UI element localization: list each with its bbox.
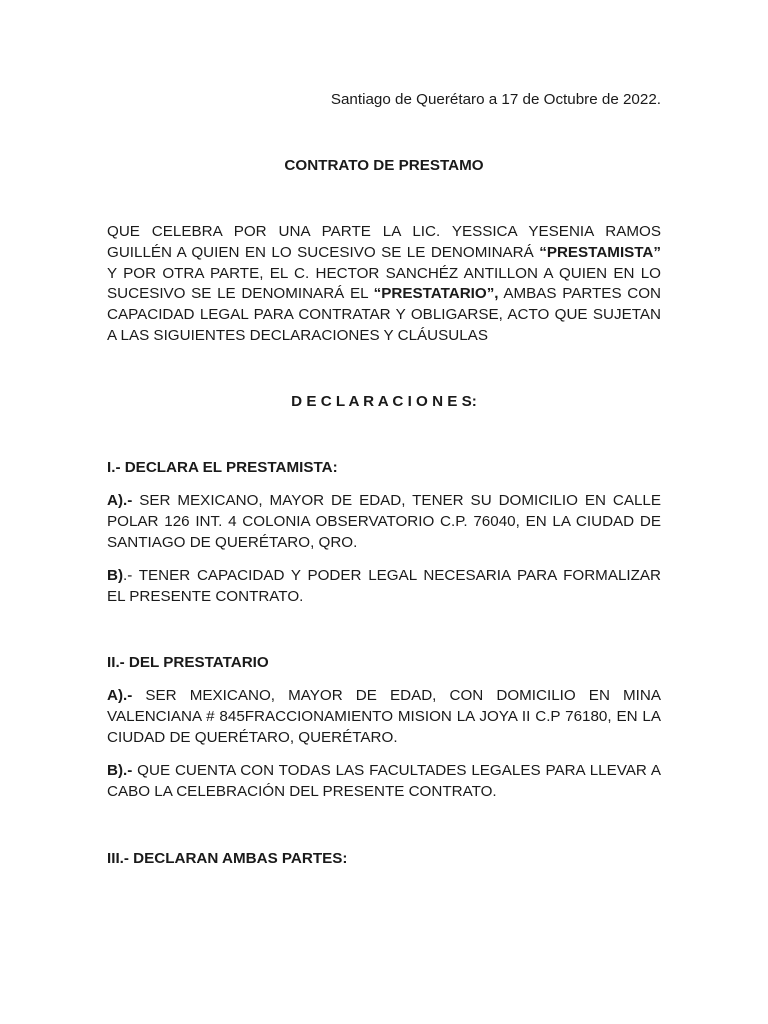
section1-a-label: A).- bbox=[107, 492, 133, 509]
prestamista-term: “PRESTAMISTA” bbox=[539, 243, 661, 261]
section1-b-text: .- TENER CAPACIDAD Y PODER LEGAL NECESARIA PARA FORMALIZAR EL PRESENTE CONTRATO. bbox=[107, 567, 661, 605]
section3-heading: III.- DECLARAN AMBAS PARTES: bbox=[107, 850, 348, 867]
section2-b-text: QUE CUENTA CON TODAS LAS FACULTADES LEGALES PARA LLEVAR A CABO LA CELEBRACIÓN DEL PRESENTE CONTRATO. bbox=[107, 762, 661, 800]
section1-item-b bbox=[107, 566, 661, 608]
declaraciones-heading: D E C L A R A C I O N E S: bbox=[291, 393, 477, 410]
section2-item-b bbox=[107, 761, 661, 803]
section2-a-label: A).- bbox=[107, 687, 133, 704]
section2-item-a bbox=[107, 686, 661, 748]
section2-heading: II.- DEL PRESTATARIO bbox=[107, 654, 269, 671]
section1-item-a bbox=[107, 491, 661, 553]
section1-b-label: B) bbox=[107, 567, 124, 584]
section2-a-text: SER MEXICANO, MAYOR DE EDAD, CON DOMICILIO EN MINA VALENCIANA # 845FRACCIONAMIENTO MISION LA JOYA II C.P 76180, EN LA CIUDAD DE QUERÉTARO, QUERÉTARO. bbox=[107, 687, 661, 746]
intro-paragraph bbox=[107, 222, 661, 347]
section1-a-text: SER MEXICANO, MAYOR DE EDAD, TENER SU DOMICILIO EN CALLE POLAR 126 INT. 4 COLONIA OBSERVATORIO C.P. 76040, EN LA CIUDAD DE SANTIAGO DE QUERÉTARO, QRO. bbox=[107, 492, 661, 551]
section1-heading: I.- DECLARA EL PRESTAMISTA: bbox=[107, 459, 338, 476]
document-title: CONTRATO DE PRESTAMO bbox=[284, 157, 484, 174]
section2-b-label: B).- bbox=[107, 762, 133, 779]
intro-part2: Y POR OTRA PARTE, EL C. HECTOR SANCHÉZ ANTILLON A QUIEN EN LO SUCESIVO SE LE DENOMINARÁ EL bbox=[107, 264, 661, 303]
intro-part1: QUE CELEBRA POR UNA PARTE LA LIC. YESSICA YESENIA RAMOS GUILLÉN A QUIEN EN LO SUCESIVO SE LE DENOMINARÁ bbox=[107, 223, 661, 261]
place-date: Santiago de Querétaro a 17 de Octubre de 2022. bbox=[330, 91, 661, 108]
intro-part3: AMBAS PARTES CON CAPACIDAD LEGAL PARA CONTRATAR Y OBLIGARSE, ACTO QUE SUJETAN A LAS SIGUIENTES DECLARACIONES Y CLÁUSULAS bbox=[107, 285, 661, 344]
prestatario-term: “PRESTATARIO”, bbox=[373, 285, 499, 303]
